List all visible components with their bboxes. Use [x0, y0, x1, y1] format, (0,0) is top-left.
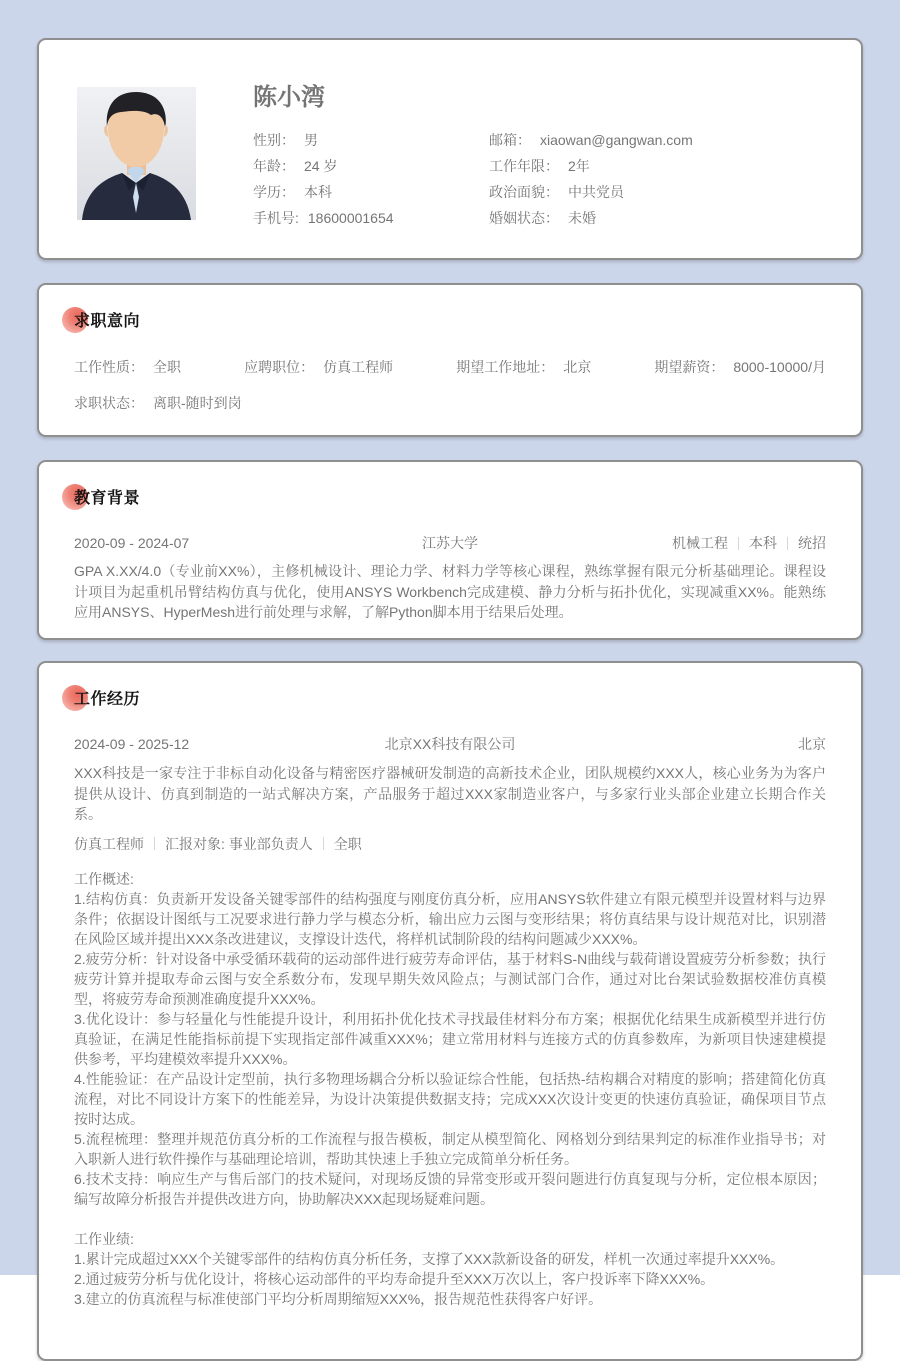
work-overview-item: 4.性能验证：在产品设计定型前，执行多物理场耦合分析以验证综合性能，包括热-结构耦合对精度的影响；搭建简化仿真流程，对比不同设计方案下的性能差异，为设计决策提供数据支持；完成XXX次设计变更的快速仿真验证，确保项目节点按时达成。 — [74, 1070, 826, 1127]
info-value: 本科 — [304, 184, 332, 200]
job-intention-row — [74, 357, 826, 377]
work-location: 北京 — [798, 736, 826, 752]
info-value: 未婚 — [568, 210, 596, 226]
work-overview-heading: 工作概述: — [74, 870, 134, 887]
header-info-block — [253, 84, 823, 258]
header-card — [37, 38, 863, 260]
divider — [738, 537, 739, 550]
info-field-phone — [253, 205, 489, 231]
work-summary-row — [74, 734, 826, 754]
info-value: 离职-随时到岗 — [153, 395, 242, 411]
info-label: 政治面貌： — [489, 184, 559, 200]
info-field-experience-years — [489, 153, 823, 179]
work-overview-item: 2.疲劳分析：针对设备中承受循环载荷的运动部件进行疲劳寿命评估，基于材料S-N曲线与载荷谱设置疲劳分析参数；执行疲劳计算并提取寿命云图与安全系数分布，发现早期失效风险点；与测试部门合作，通过对比台架试验数据校准仿真模型，将疲劳寿命预测准确度提升XXX%。 — [74, 950, 826, 1007]
employment-type: 全职 — [333, 835, 362, 852]
section-title-text: 工作经历 — [74, 691, 141, 708]
info-label: 婚姻状态： — [489, 210, 559, 226]
info-field-gender — [253, 127, 489, 153]
intent-field-status — [74, 395, 242, 411]
basic-info-grid — [253, 127, 823, 231]
work-achievement-item: 3.建立的仿真流程与标准使部门平均分析周期缩短XXX%，报告规范性获得客户好评。 — [74, 1290, 603, 1307]
report-to: 汇报对象: 事业部负责人 — [165, 835, 313, 852]
info-label: 性别： — [253, 132, 295, 148]
profile-photo — [77, 87, 196, 220]
company-name: 北京XX科技有限公司 — [384, 736, 516, 752]
education-tags — [672, 533, 826, 553]
work-overview-item: 3.优化设计：参与轻量化与性能提升设计，利用拓扑优化技术寻找最佳材料分布方案；根据优化结果生成新模型并进行仿真验证，在满足性能指标前提下实现指定部件减重XXX%；建立常用材料与连接方式的仿真参数库，为新项目快速建模提供参考，平均建模效率提升XXX%。 — [74, 1010, 826, 1067]
portrait-illustration — [77, 87, 196, 220]
info-label: 求职状态： — [74, 395, 144, 411]
info-value: 18600001654 — [307, 210, 394, 226]
section-title-education — [74, 488, 826, 509]
divider — [154, 837, 155, 850]
info-field-education — [253, 179, 489, 205]
school-name: 江苏大学 — [422, 535, 478, 551]
info-value: xiaowan@gangwan.com — [540, 132, 693, 148]
info-label: 学历： — [253, 184, 295, 200]
company-intro: XXX科技是一家专注于非标自动化设备与精密医疗器械研发制造的高新技术企业，团队规模约XXX人，核心业务为为客户提供从设计、仿真到制造的一站式解决方案，产品服务于超过XXX家制造业客户，与多家行业头部企业建立长期合作关系。 — [74, 765, 826, 822]
work-overview-item: 1.结构仿真：负责新开发设备关键零部件的结构强度与刚度仿真分析，应用ANSYS软件建立有限元模型并设置材料与边界条件；依据设计图纸与工况要求进行静力学与模态分析，输出应力云图与变形结果；将仿真结果与设计规范对比，识别潜在风险区域并提出XXX条改进建议，支撑设计迭代，将样机试制阶段的结构问题减少XXX%。 — [74, 890, 826, 947]
intent-field-job-type — [74, 357, 181, 377]
info-label: 期望工作地址： — [456, 359, 555, 375]
info-field-email — [489, 127, 823, 153]
role-title: 仿真工程师 — [74, 835, 144, 852]
work-period: 2024-09 - 2025-12 — [74, 736, 190, 752]
info-value: 北京 — [563, 359, 592, 375]
work-overview-item: 6.技术支持：响应生产与售后部门的技术疑问，对现场反馈的异常变形或开裂问题进行仿真复现与分析，定位根本原因；编写故障分析报告并提供改进方向，协助解决XXX起现场疑难问题。 — [74, 1170, 826, 1207]
info-field-age — [253, 153, 489, 179]
info-label: 工作性质： — [74, 359, 144, 375]
section-title-work-experience — [74, 689, 826, 710]
work-achievements-heading: 工作业绩: — [74, 1230, 134, 1247]
info-label: 工作年限： — [489, 158, 559, 174]
info-value: 24 岁 — [304, 158, 338, 174]
info-label: 年龄： — [253, 158, 295, 174]
work-overview-item: 5.流程梳理：整理并规范仿真分析的工作流程与报告模板，制定从模型简化、网格划分到结果判定的标准作业指导书；对入职新人进行软件操作与基础理论培训，帮助其快速上手独立完成简单分析任务。 — [74, 1130, 826, 1167]
info-label: 邮箱： — [489, 132, 531, 148]
info-label: 期望薪资： — [654, 359, 725, 375]
divider — [323, 837, 324, 850]
enrollment-type: 统招 — [798, 535, 826, 551]
candidate-name: 陈小湾 — [253, 84, 325, 111]
intent-field-position — [244, 357, 393, 377]
info-value: 仿真工程师 — [323, 359, 394, 375]
intent-field-location — [456, 357, 591, 377]
education-summary-row — [74, 533, 826, 553]
intent-field-salary — [654, 357, 826, 377]
education-card — [37, 460, 863, 640]
section-title-text: 求职意向 — [74, 313, 141, 330]
info-field-political-status — [489, 179, 823, 205]
info-value: 男 — [304, 132, 318, 148]
job-status-row — [74, 393, 826, 413]
info-label: 应聘职位： — [244, 359, 315, 375]
role-row — [74, 834, 826, 854]
info-value: 2年 — [568, 158, 590, 174]
education-description: GPA X.XX/4.0（专业前XX%），主修机械设计、理论力学、材料力学等核心课程，熟练掌握有限元分析基础理论。课程设计项目为起重机吊臂结构仿真与优化，使用ANSYS Workbench完成建模、静力分析与拓扑优化，实现减重XX%。能熟练应用ANSYS、HyperMesh进行前处理与求解，了解Python脚本用于结果后处理。 — [74, 563, 826, 620]
info-field-marital-status — [489, 205, 823, 231]
work-achievement-item: 1.累计完成超过XXX个关键零部件的结构仿真分析任务，支撑了XXX款新设备的研发，样机一次通过率提升XXX%。 — [74, 1250, 785, 1267]
work-description — [74, 869, 826, 1309]
info-value: 全职 — [153, 359, 181, 375]
info-value: 8000-10000/月 — [733, 359, 826, 375]
job-intention-card — [37, 283, 863, 437]
degree: 本科 — [749, 535, 777, 551]
work-achievement-item: 2.通过疲劳分析与优化设计，将核心运动部件的平均寿命提升至XXX万次以上，客户投诉率下降XXX%。 — [74, 1270, 715, 1287]
info-value: 中共党员 — [568, 184, 624, 200]
divider — [787, 537, 788, 550]
section-title-text: 教育背景 — [74, 490, 141, 507]
major: 机械工程 — [672, 535, 728, 551]
education-period: 2020-09 - 2024-07 — [74, 535, 190, 551]
work-experience-card — [37, 661, 863, 1361]
info-label: 手机号: — [253, 210, 299, 226]
section-title-job-intention — [74, 311, 826, 332]
